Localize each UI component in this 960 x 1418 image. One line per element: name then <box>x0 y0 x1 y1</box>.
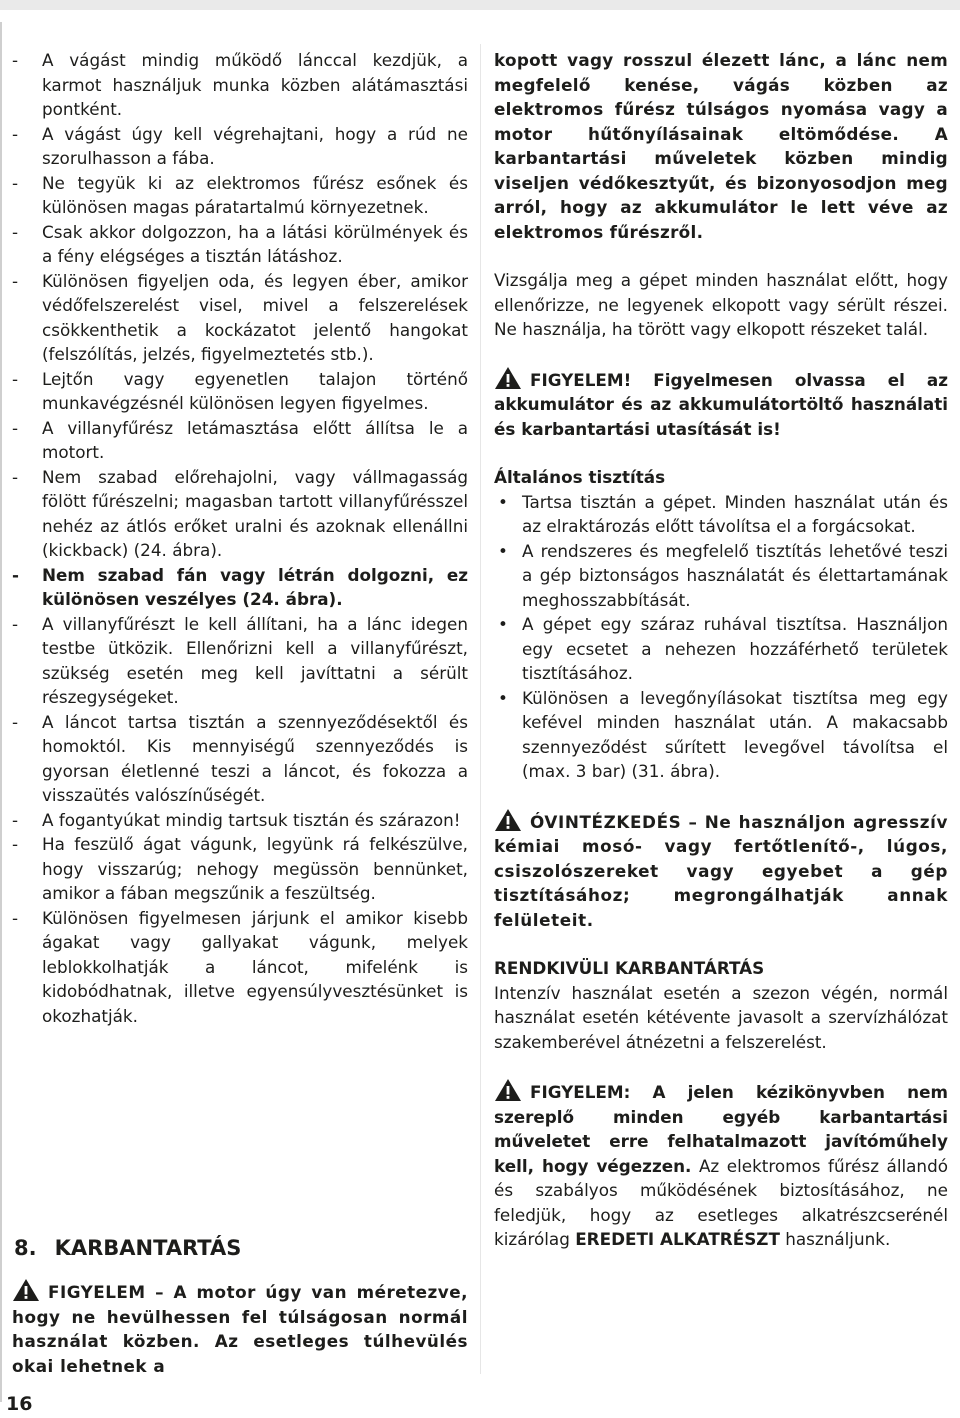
list-item: - A láncot tartsa tisztán a szennyeződésektől és homoktól. Kis mennyiségű szennyeződés is gyorsan életlenné teszi a láncot, és fokozza a visszaütés valószínűségét. <box>12 711 468 805</box>
list-item: • A gépet egy száraz ruhával tisztítsa. Használjon egy ecsetet a nehezen hozzáférhető területek tisztításához. <box>498 614 948 683</box>
warning-triangle-icon <box>494 808 522 832</box>
general-cleaning-title: Általános tisztítás <box>494 467 666 487</box>
list-item: - A villanyfűrész letámasztása előtt állítsa le a motort. <box>12 417 468 462</box>
section-title: KARBANTARTÁS <box>54 1236 242 1260</box>
list-item: - Ne tegyük ki az elektromos fűrész esőnek és különösen magas páratartalmú környezetnek. <box>12 172 468 217</box>
warning-triangle-icon <box>12 1278 40 1302</box>
page-edge-line <box>0 22 2 1402</box>
list-item: - Különösen figyelmesen járjunk el amikor kisebb ágakat vagy gallyakat vágunk, melyek leblokkolhatják a láncot, mifelénk is kidobódhatnak, illetve egyensúlyvesztésünket is okozhatják. <box>12 907 468 1026</box>
top-bar <box>0 0 960 10</box>
list-item: - Nem szabad előrehajolni, vagy vállmagasság fölött fűrészelni; magasban tartott villanyfűrésszel nehéz az átlós erőket uralni és azoknak ellenállni (kickback) (24. ábra). <box>12 466 468 560</box>
inspection-paragraph: Vizsgálja meg a gépet minden használat előtt, hogy ellenőrizze, ne legyenek elkopott vagy sérült részei. Ne használja, ha törött vagy elkopott részeket talál. <box>494 270 948 339</box>
cleaning-list <box>494 490 948 784</box>
list-item: - A fogantyúkat mindig tartsuk tisztán és szárazon! <box>12 809 461 830</box>
maintenance-intro: kopott vagy rosszul élezett lánc, a lánc nem megfelelő kenése, vágás közben az elektromos fűrész túlságos nyomása vagy a motor hűtőnyílásainak eltömődése. A karbantartási műveletek közben mindig viseljen védőkesztyűt, és bizonyosodjon meg arról, hogy az akkumulátor le lett véve az elektromos fűrészről. <box>494 50 948 242</box>
list-item: - Csak akkor dolgozzon, ha a látási körülmények és a fény elégséges a tisztán látáshoz. <box>12 221 468 266</box>
list-item: - Lejtőn vagy egyenetlen talajon történő munkavégzésnél különösen legyen figyelmes. <box>12 368 468 413</box>
extra-maintenance-title: RENDKIVÜLI KARBANTÁRTÁS <box>494 958 765 978</box>
list-item: • A rendszeres és megfelelő tisztítás lehetővé teszi a gép biztonságos használatát és élettartamának meghosszabbítását. <box>498 540 948 610</box>
column-divider <box>480 44 481 1374</box>
warning-triangle-icon <box>494 1078 522 1102</box>
extra-maintenance-text: Intenzív használat esetén a szezon végén, normál használat esetén kétévente javasolt a szervízhálózat szakemberével átnézetni a felszerelést. <box>494 982 948 1052</box>
warning-block-service: FIGYELEM: A jelen kézikönyvben nem szereplő minden egyéb karbantartási műveletet erre felhatalmazott javítóműhely kell, hogy végezzen. Az elektromos fűrész állandó és szabályos működésének biztosításához, ne feledjük, hogy az esetleges alkatrészcserénél kizárólag EREDETI ALKATRÉSZT használjunk. <box>494 1078 948 1252</box>
right-column <box>494 48 948 1252</box>
list-item: • Különösen a levegőnyílásokat tisztítsa meg egy kefével minden használat után. A makacsabb szennyeződést sűrített levegővel távolítsa el (max. 3 bar) (31. ábra). <box>498 687 948 781</box>
warning-block-chemicals: ÓVINTÉZKEDÉS – Ne használjon agresszív kémiai mosó- vagy fertőtlenítő-, lúgos, csiszolószereket vagy egyebet a gép tisztításához; megrongálhatják annak felületeit. <box>494 808 948 933</box>
list-item: - A villanyfűrészt le kell állítani, ha a lánc idegen testbe ütközik. Ellenőrizni kell a villanyfűrészt, szükség esetén meg kell javíttatni a sérült részegységeket. <box>12 613 468 707</box>
warning-triangle-icon <box>494 366 522 390</box>
list-item: • Tartsa tisztán a gépet. Minden használat után és az elraktározás előtt távolítsa el a forgácsokat. <box>498 491 948 536</box>
left-column <box>12 48 468 1028</box>
section-heading <box>14 1236 241 1260</box>
warning-block-battery: FIGYELEM! Figyelmesen olvassa el az akkumulátor és az akkumulátortöltő használati és karbantartási utasítását is! <box>494 366 948 442</box>
list-item: - A vágást mindig működő lánccal kezdjük, a karmot használjuk munka közben alátámasztási pontként. <box>12 50 468 119</box>
list-item-bold: - Nem szabad fán vagy létrán dolgozni, ez különösen veszélyes (24. ábra). <box>12 564 468 609</box>
list-item: - Különösen figyeljen oda, és legyen éber, amikor védőfelszerelést visel, mivel a felszerelések csökkenthetik a kockázatot jelentő hangokat (felszólítás, jelzés, figyelmeztetés stb.). <box>12 270 468 364</box>
list-item: - A vágást úgy kell végrehajtani, hogy a rúd ne szorulhasson a fába. <box>12 123 468 168</box>
list-item: - Ha feszülő ágat vágunk, legyünk rá felkészülve, hogy visszarúg; nehogy megüssön bennünket, amikor a fában megszűnik a feszültség. <box>12 834 468 903</box>
section-number: 8. <box>14 1236 37 1260</box>
warning-block-motor: FIGYELEM – A motor úgy van méretezve, hogy ne hevülhessen fel túlságosan normál használat közben. Az esetleges túlhevülés okai lehetnek a <box>12 1278 468 1378</box>
page-number: 16 <box>6 1393 33 1415</box>
